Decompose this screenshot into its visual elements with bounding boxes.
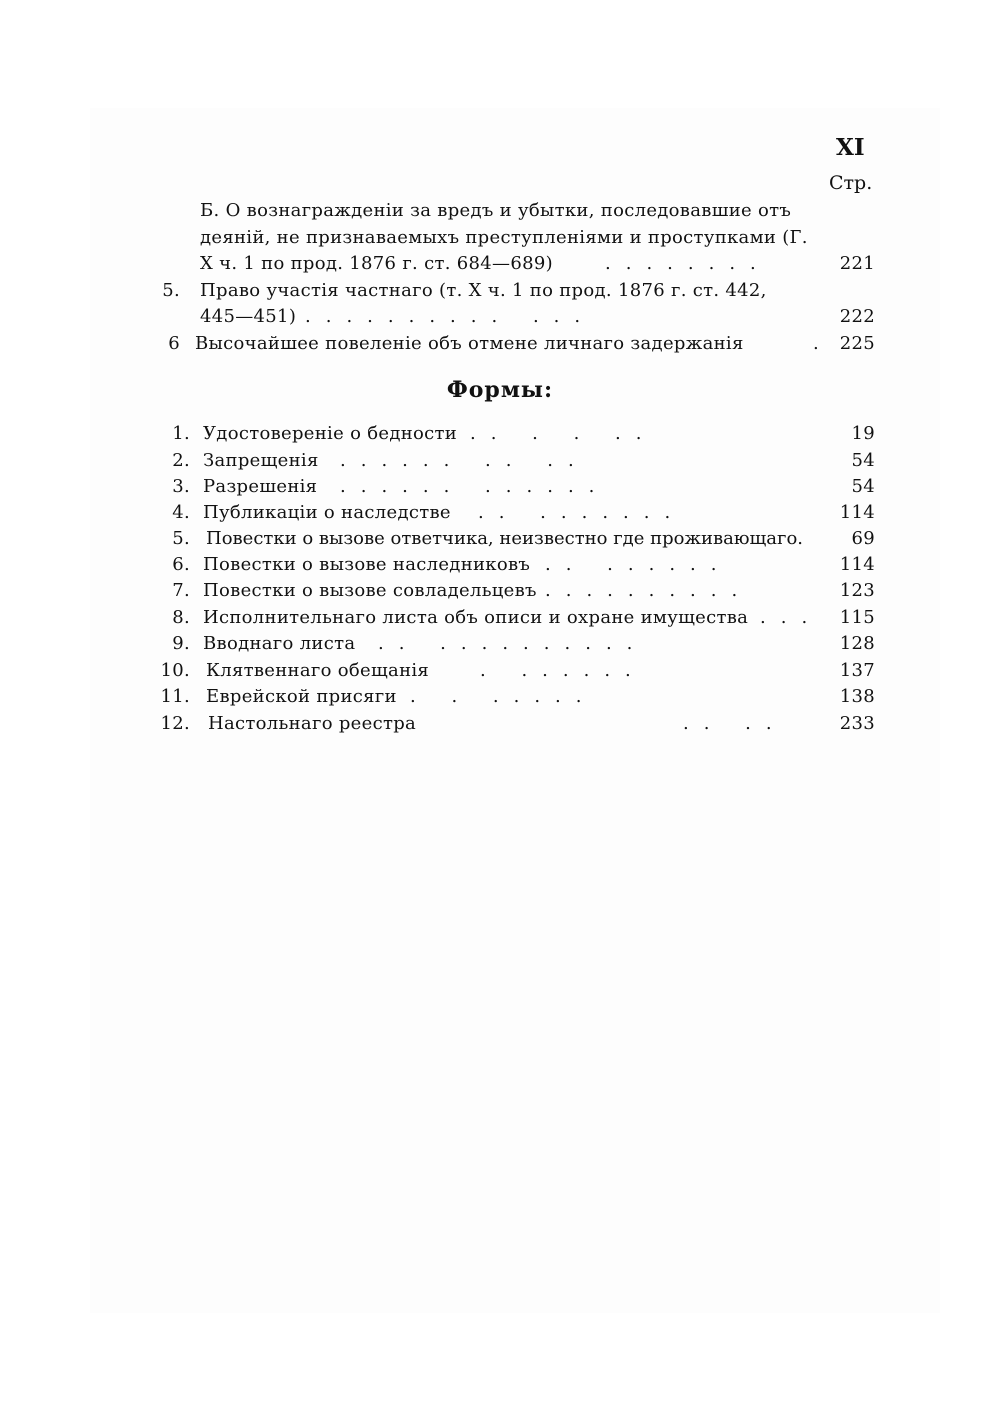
form-number: 5. — [172, 528, 190, 549]
form-number: 3. — [172, 476, 190, 497]
form-page: 137 — [839, 660, 875, 681]
form-number: 1. — [172, 423, 190, 444]
leader-dots: . — [813, 333, 834, 354]
leader-dots: .......... ... — [305, 306, 596, 327]
leader-dots: ...... ...... — [340, 476, 610, 497]
form-page: 128 — [839, 633, 875, 654]
form-number: 10. — [160, 660, 190, 681]
form-page: 54 — [851, 476, 875, 497]
form-title: Повестки о вызове наследниковъ — [203, 554, 531, 575]
page-column-header: Стр. — [829, 172, 873, 194]
form-title: Разрешенія — [203, 476, 318, 497]
entry-page-number: 225 — [839, 333, 875, 354]
entry-page-number: 222 — [839, 306, 875, 327]
form-number: 7. — [172, 580, 190, 601]
form-title: Повестки о вызове совладельцевъ — [203, 580, 537, 601]
form-title: Вводнаго листа — [203, 633, 356, 654]
leader-dots: .. ....... — [478, 502, 686, 523]
form-title: Запрещенія — [203, 450, 319, 471]
entry-b-line-1: Б. О вознагражденіи за вредъ и убытки, последовавшие отъ — [200, 200, 792, 221]
form-page: 114 — [839, 554, 875, 575]
leader-dots: .. . . .. — [470, 423, 657, 444]
form-page: 54 — [851, 450, 875, 471]
form-number: 6. — [172, 554, 190, 575]
form-page: 114 — [839, 502, 875, 523]
form-title: Клятвеннаго обещанія — [206, 660, 430, 681]
form-title: Удостовереніе о бедности — [203, 423, 458, 444]
form-number: 4. — [172, 502, 190, 523]
entry-b-line-3: X ч. 1 по прод. 1876 г. ст. 684—689) — [200, 253, 553, 274]
forms-heading: Формы: — [446, 377, 554, 403]
entry-page-number: 221 — [839, 253, 875, 274]
form-page: 138 — [839, 686, 875, 707]
entry-5-line-1: Право участія частнаго (т. X ч. 1 по прод. 1876 г. ст. 442, — [200, 280, 767, 301]
form-title: Исполнительнаго листа объ описи и охране имущества — [203, 607, 749, 628]
leader-dots: ... — [760, 607, 823, 628]
form-page: 69 — [851, 528, 875, 549]
entry-5-line-2: 445—451) — [200, 306, 297, 327]
form-page: 123 — [839, 580, 875, 601]
form-number: 11. — [160, 686, 190, 707]
form-number: 2. — [172, 450, 190, 471]
entry-b-line-2: деяній, не признаваемыхъ преступленіями и проступками (Г. — [200, 227, 808, 248]
form-title: Повестки о вызове ответчика, неизвестно где проживающаго. — [206, 528, 804, 549]
form-number: 9. — [172, 633, 190, 654]
leader-dots: ...... .. .. — [340, 450, 589, 471]
entry-number: 6 — [168, 333, 180, 354]
form-title: Публикаціи о наследстве — [203, 502, 451, 523]
form-title: Настольнаго реестра — [208, 713, 417, 734]
form-page: 233 — [839, 713, 875, 734]
form-page: 115 — [839, 607, 875, 628]
leader-dots: .. ...... — [545, 554, 732, 575]
leader-dots: ........ — [605, 253, 771, 274]
entry-number: 5. — [162, 280, 180, 301]
form-number: 8. — [172, 607, 190, 628]
leader-dots: .. .......... — [378, 633, 648, 654]
form-title: Еврейской присяги — [206, 686, 397, 707]
form-page: 19 — [851, 423, 875, 444]
form-number: 12. — [160, 713, 190, 734]
entry-6-line-1: Высочайшее повеленіе объ отмене личнаго задержанія — [195, 333, 744, 354]
leader-dots: . ...... — [480, 660, 646, 681]
leader-dots: .......... — [545, 580, 753, 601]
leader-dots: .. .. — [683, 713, 787, 734]
page-number: XI — [836, 134, 865, 161]
leader-dots: . . ..... — [410, 686, 597, 707]
